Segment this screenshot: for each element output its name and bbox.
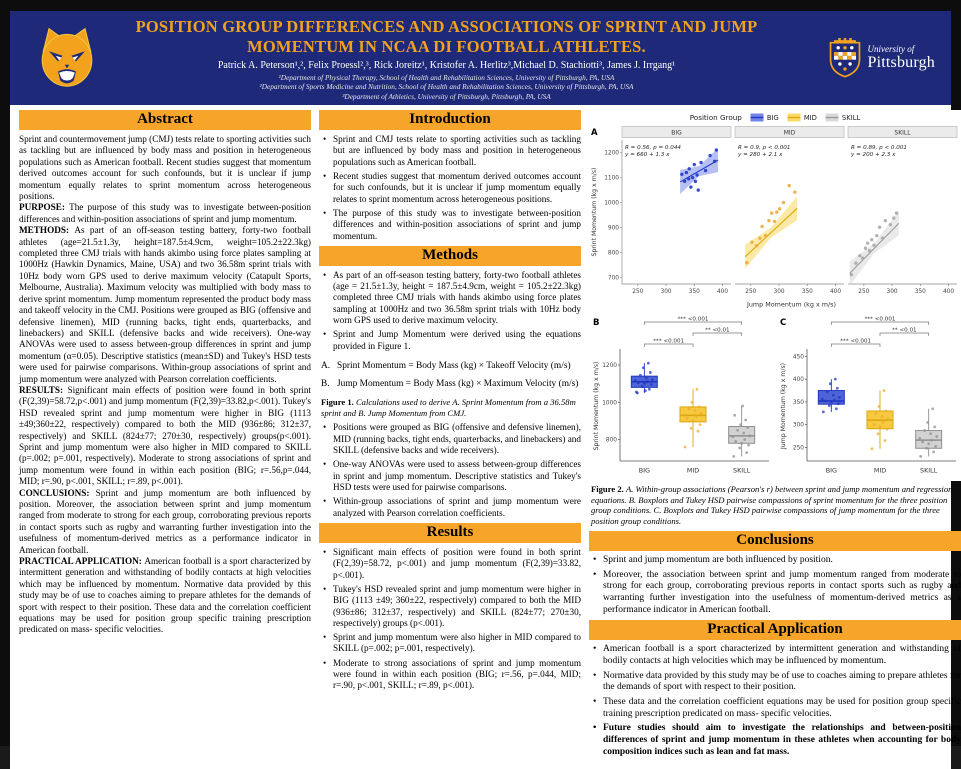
poster-header — [10, 11, 951, 105]
section-header-abstract: Abstract — [19, 110, 311, 130]
affiliation-line: ³Department of Athletics, University of Pittsburgh, Pittsburgh, PA, USA — [342, 91, 551, 101]
poster-title: POSITION GROUP DIFFERENCES AND ASSOCIATIONS OF SPRINT AND JUMP MOMENTUM IN NCAA DI FOOTBALL ATHLETES. — [135, 16, 758, 56]
svg-text:MID: MID — [873, 466, 887, 475]
svg-text:SKILL: SKILL — [894, 129, 911, 137]
abstract-paragraph: RESULTS: Significant main effects of position were found in both sprint (F(2,39)=58.72,p<.001) and jump momentum (F(2,39)=33.82,p<.001). Tukey's HSD revealed sprint and jump momentum were higher in BIG (1113 ±49;360±22, respectively) compared to both the MID (936±86; 312±37, respectively) and SKILL (824±77; 270±30, respectively) groups(p<.001). Sprint and jump momentum were also higher in MID compared to SKILL (p=.002; p=.001, respectively). Moderate to strong associations of sprint and jump momentum were found in within each position (BIG; r=.56,p=.044, MID; r=.90, p<.001, SKILL; r=.89, p<.001). — [19, 384, 311, 487]
svg-text:1100: 1100 — [604, 175, 619, 182]
svg-text:250: 250 — [858, 289, 870, 295]
section-header-introduction: Introduction — [319, 110, 581, 130]
section-header-practical: Practical Application — [589, 620, 961, 640]
svg-text:450: 450 — [792, 354, 804, 361]
panther-logo-icon — [26, 22, 108, 94]
svg-text:R = 0.89, p < 0.001: R = 0.89, p < 0.001 — [851, 145, 907, 151]
figure1-caption-text: Calculations used to derive A. Sprint Momentum from a 36.58m sprint and B. Jump Momentum from CMJ. — [321, 397, 576, 418]
svg-text:SKILL: SKILL — [920, 466, 938, 475]
figure1-caption-label: Figure 1. — [321, 397, 354, 407]
svg-text:Jump Momentum (kg x m/s): Jump Momentum (kg x m/s) — [747, 300, 836, 309]
svg-text:900: 900 — [607, 225, 619, 232]
abstract-paragraph: CONCLUSIONS: Sprint and jump momentum are both influenced by position. Moreover, the association between sprint and jump momentum ranged from moderate to strong for each group, corroborating previous reports in contact sports such as rugby and warranting further investigation into the usefulness of momentum-derived metrics as a performance indicator in American football. — [19, 487, 311, 555]
equation-line: B. Jump Momentum = Body Mass (kg) × Maximum Velocity (m/s) — [321, 379, 579, 389]
equation-line: A. Sprint Momentum = Body Mass (kg) × Takeoff Velocity (m/s) — [321, 361, 571, 371]
svg-text:400: 400 — [716, 289, 729, 295]
methods-bullet: • Within-group associations of sprint and jump momentum were analyzed with Pearson correlation coefficients. — [333, 496, 581, 519]
university-logo-text — [868, 45, 936, 71]
methods-bullet: • As part of an off-season testing battery, forty-two football athletes (age = 21.5±1.3y, height = 187.5±4.9cm, weight = 105.2±22.3kg) completed three CMJ trials with hands akimbo using force plates sampling at 1000Hz and two 36.58m sprint trials with 10Hz body worn GPS used to derive maximum velocity. — [333, 270, 581, 327]
university-logo — [785, 37, 935, 79]
svg-text:MID: MID — [686, 466, 700, 475]
poster-body — [10, 105, 961, 769]
methods-bullet: • One-way ANOVAs were used to assess between-group differences in sprint and jump momentum. Descriptive statistics and Tukey's HSD tests were used for pairwise comparisons. — [333, 459, 581, 493]
svg-text:1200: 1200 — [604, 150, 619, 157]
figure1-equations — [321, 361, 581, 389]
svg-text:250: 250 — [632, 289, 644, 295]
svg-text:350: 350 — [801, 289, 813, 295]
svg-text:*** <0.001: *** <0.001 — [677, 316, 709, 323]
introduction-bullet: • Recent studies suggest that momentum derived outcomes account for such confounds, but it is unclear if jump momentum equally relates to sprint momentum across heterogeneous positions. — [333, 171, 581, 205]
svg-text:800: 800 — [607, 250, 619, 257]
svg-text:BIG: BIG — [671, 129, 682, 137]
svg-text:*** <0.001: *** <0.001 — [653, 338, 685, 345]
figure2 — [589, 110, 961, 481]
introduction-bullet: • Sprint and CMJ tests relate to sporting activities such as tackling but are influenced by body mass and position in heterogeneous populations such as American football. — [333, 134, 581, 168]
svg-text:400: 400 — [829, 289, 842, 295]
practical-bullet: • American football is a sport characterized by intermittent generation and withstanding of bodily contacts at high velocities which may be influenced by momentum. — [603, 644, 961, 667]
legend-item-big: BIG — [750, 113, 779, 122]
svg-text:*** <0.001: *** <0.001 — [840, 338, 872, 345]
methods-list-1 — [319, 270, 581, 352]
column-abstract — [19, 110, 311, 761]
abstract-text — [19, 134, 311, 636]
header-text-block — [108, 15, 785, 101]
section-header-results: Results — [319, 523, 581, 543]
figure2-panel-b-boxplot — [591, 314, 772, 481]
introduction-bullet: • The purpose of this study was to investigate between-position differences and within-position associations of sprint and jump momentum. — [333, 208, 581, 242]
legend-item-skill: SKILL — [825, 113, 860, 122]
svg-text:400: 400 — [792, 377, 804, 384]
svg-text:MID: MID — [783, 129, 796, 137]
research-poster — [10, 11, 961, 757]
abstract-paragraph: PRACTICAL APPLICATION: American football is a sport characterized by intermittent generation and withstanding of bodily contacts at high velocities which may be influenced by momentum. Normative data provided by this study may be of use to coaches aiming to prepare athletes for the demands of sport with respect to their position. These data and the correlation coefficient equations may be used for position group specific training prescription predicated on mass- specific velocities. — [19, 556, 311, 635]
practical-bullet: • These data and the correlation coefficient equations may be used for position group specific training prescription predicated on mass- specific velocities. — [603, 697, 961, 720]
svg-text:BIG: BIG — [825, 466, 837, 475]
figure1-caption — [321, 397, 579, 418]
author-list: Patrick A. Peterson¹,², Felix Proessl²,³, Rick Joreitz¹, Kristofer A. Herlitz³,Michael D. Stachiotti³, James J. Irrgang¹ — [217, 59, 676, 71]
svg-text:700: 700 — [607, 275, 619, 282]
svg-text:y = 660 + 1.3 x: y = 660 + 1.3 x — [625, 152, 670, 158]
figure2-panel-a-scatter — [589, 125, 961, 314]
results-bullet: • Significant main effects of position were found in both sprint (F(2,39)=58.72, p<.001) and jump momentum (F(2,39)=33.82, p<.001). — [333, 547, 581, 581]
svg-text:** <0.01: ** <0.01 — [892, 327, 917, 334]
svg-text:*** <0.001: *** <0.001 — [864, 316, 896, 323]
svg-text:A: A — [591, 128, 598, 138]
figure2-panel-c-boxplot — [778, 314, 959, 481]
figure2-caption — [591, 484, 959, 527]
svg-text:1000: 1000 — [602, 400, 617, 407]
svg-text:BIG: BIG — [638, 466, 650, 475]
results-bullet: • Moderate to strong associations of sprint and jump momentum were found in within each position (BIG; r=.56, p=.044, MID; r=.90, p<.001, SKILL; r=.89, p<.001). — [333, 658, 581, 692]
svg-text:250: 250 — [792, 445, 804, 452]
figure2-boxplots — [589, 314, 961, 481]
methods-bullet: • Sprint and Jump Momentum were derived using the equations provided in Figure 1. — [333, 329, 581, 352]
svg-text:300: 300 — [886, 289, 898, 295]
affiliation-line: ¹Department of Physical Therapy, School of Health and Rehabilitation Sciences, University of Pittsburgh, PA, USA — [278, 72, 615, 82]
results-bullet: • Sprint and jump momentum were also higher in MID compared to SKILL (p=.002; p=.001, respectively). — [333, 632, 581, 655]
practical-list — [589, 644, 961, 758]
results-bullet: • Tukey's HSD revealed sprint and jump momentum were higher in BIG (1113 ±49; 360±22, respectively) compared to both the MID (936±86; 312±37, respectively) and SKILL (824±77; 270±30, respectively) groups (p<.001). — [333, 584, 581, 629]
legend-item-mid: MID — [787, 113, 817, 122]
svg-text:Sprint Momentum (kg x m/s): Sprint Momentum (kg x m/s) — [591, 167, 598, 257]
svg-text:300: 300 — [792, 422, 804, 429]
svg-text:R = 0.56, p = 0.044: R = 0.56, p = 0.044 — [625, 145, 681, 151]
logo-line2: Pittsburgh — [867, 54, 935, 71]
svg-text:C: C — [780, 318, 787, 328]
logo-line1: University of — [867, 44, 915, 54]
pitt-shield-icon — [828, 37, 862, 79]
conclusions-bullet: • Sprint and jump momentum are both influenced by position. — [603, 555, 961, 567]
practical-bullet: • Future studies should aim to investigate the relationships and between-position differences of sprint and jump momentum in these athletes when accounting for body composition indices such as lean and fat mass. — [603, 723, 961, 758]
svg-text:1200: 1200 — [602, 362, 617, 369]
svg-text:SKILL: SKILL — [733, 466, 751, 475]
affiliations — [114, 73, 779, 101]
svg-text:Jump Momentum (kg x m/s): Jump Momentum (kg x m/s) — [780, 362, 787, 450]
section-header-conclusions: Conclusions — [589, 531, 961, 551]
figure2-caption-text: A. Within-group associations (Pearson's r) between sprint and jump momentum and regression equations. B. Boxplots and Tukey HSD pairwise compassions of sprint momentum for the three position group conditions. C. Boxplots and Tukey HSD pairwise compassions of jump momentum for the three position group conditions. — [591, 484, 953, 527]
svg-text:y = 200 + 2.3 x: y = 200 + 2.3 x — [851, 152, 896, 158]
column-middle — [319, 110, 581, 761]
section-header-methods: Methods — [319, 246, 581, 266]
svg-text:350: 350 — [792, 399, 804, 406]
svg-text:y = 280 + 2.1 x: y = 280 + 2.1 x — [738, 152, 783, 158]
introduction-list — [319, 134, 581, 242]
svg-text:300: 300 — [773, 289, 785, 295]
svg-text:250: 250 — [745, 289, 757, 295]
svg-text:350: 350 — [914, 289, 926, 295]
chart-legend — [589, 110, 961, 125]
abstract-paragraph: Sprint and countermovement jump (CMJ) tests relate to sporting activities such as tackling but are influenced by body mass and position in heterogeneous populations such as American football. Recent studies suggest that momentum derived outcomes account for such confounds, but it is unclear if jump momentum equally relates to sprint momentum across heterogeneous positions. — [19, 134, 311, 202]
svg-text:Sprint Momentum (kg x m/s): Sprint Momentum (kg x m/s) — [593, 361, 600, 451]
results-list — [319, 547, 581, 692]
methods-list-2 — [319, 422, 581, 519]
conclusions-bullet: • Moreover, the association between sprint and jump momentum ranged from moderate to strong for each group, corroborating previous reports in contact sports such as rugby and warranting further investigation into the usefulness of momentum-derived metrics as a performance indicator in American football. — [603, 570, 961, 617]
svg-text:400: 400 — [942, 289, 955, 295]
svg-text:B: B — [593, 318, 600, 328]
svg-text:** <0.01: ** <0.01 — [705, 327, 730, 334]
svg-text:350: 350 — [688, 289, 700, 295]
abstract-paragraph: METHODS: As part of an off-season testing battery, forty-two football athletes (age=21.5±1.3y, height=187.5±4.9cm, weight=105.2±22.3kg) completed three CMJ trials with hands akimbo using force plates sampling at 1000Hz (Hawkin Dynamics, Maine, USA) and two 36.58m sprint trials with 10Hz body worn GPS used to derive maximum velocity (Catapult Sports, Melbourne, Australia). Maximum velocity was multiplied with body mass to derive sprint momentum. Jump momentum represented the product body mass and takeoff velocity in the CMJ. Positions were grouped as BIG (offensive and defensive linemen), MID (running backs, tight ends, quarterbacks, and linebackers) and SKILL (defensive backs and wide receivers). One-way ANOVAs were used to assess between-group differences in sprint and jump momentum (α=0.05). Descriptive statistics (mean±SD) and Tukey's HSD tests were used for pairwise comparisons. Within-group associations of sprint and jump momentum were analyzed with Pearson correlation coefficients. — [19, 225, 311, 384]
svg-text:1000: 1000 — [604, 200, 619, 207]
methods-bullet: • Positions were grouped as BIG (offensive and defensive linemen), MID (running backs, tight ends, quarterbacks, and linebackers) and SKILL (defensive backs and wide receivers). — [333, 422, 581, 456]
figure2-caption-label: Figure 2. — [591, 484, 624, 494]
conclusions-list — [589, 555, 961, 616]
column-right — [589, 110, 961, 761]
svg-text:R = 0.9, p < 0.001: R = 0.9, p < 0.001 — [738, 145, 791, 151]
affiliation-line: ²Department of Sports Medicine and Nutrition, School of Health and Rehabilitation Sciences, University of Pittsburgh, PA, USA — [259, 82, 634, 92]
legend-title: Position Group — [689, 113, 742, 122]
practical-bullet: • Normative data provided by this study may be of use to coaches aiming to prepare athletes for the demands of sport with respect to their position. — [603, 671, 961, 694]
abstract-paragraph: PURPOSE: The purpose of this study was to investigate between-position differences and within-position associations of sprint and jump momentum. — [19, 202, 311, 224]
svg-text:300: 300 — [660, 289, 672, 295]
svg-text:800: 800 — [605, 437, 617, 444]
